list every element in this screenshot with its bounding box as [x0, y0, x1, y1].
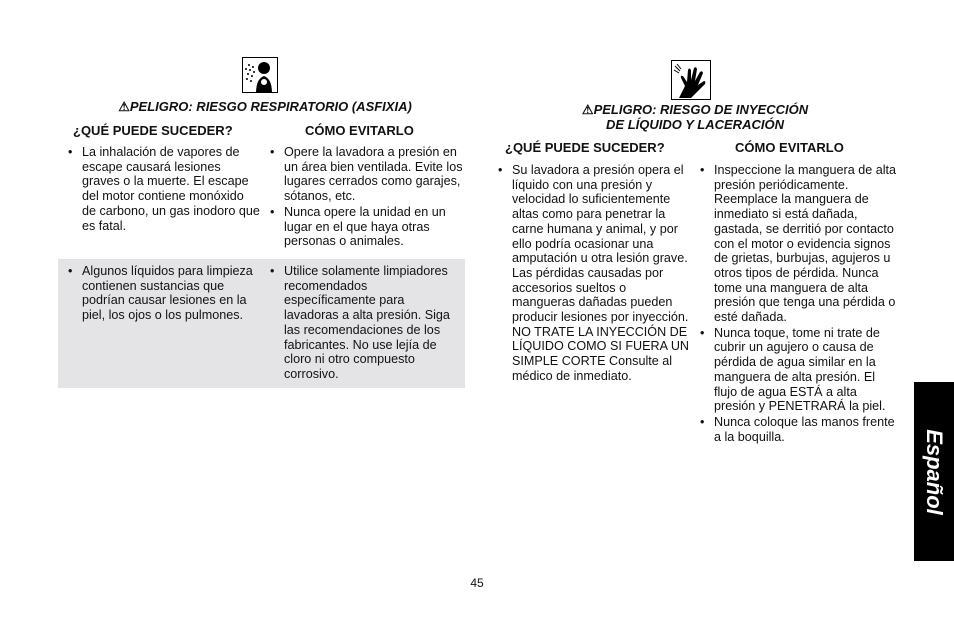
left-row1-col2-list	[270, 145, 468, 250]
injection-hazard-icon	[671, 60, 707, 96]
list-item: • Nunca toque, tome ni trate de cubrir un agujero o causa de pérdida de agua similar en la manguera de alta presión. El flujo de agua ESTÁ a alta presión y PENETRARÁ la piel.	[700, 326, 898, 414]
list-item: • Opere la lavadora a presión en un área bien ventilada. Evite los lugares cerrados como garajes, sótanos, etc.	[270, 145, 468, 204]
list-item: • Algunos líquidos para limpieza contienen sustancias que podrían causar lesiones en la piel, los ojos o los pulmones.	[68, 264, 262, 323]
left-row2-col1-list	[68, 264, 262, 324]
breathing-hazard-icon	[242, 57, 278, 93]
list-item: • La inhalación de vapores de escape causará lesiones graves o la muerte. El escape del motor contiene monóxido de carbono, un gas inodoro que es fatal.	[68, 145, 260, 233]
language-label: Español	[922, 428, 947, 515]
left-row1-col1-list	[68, 145, 260, 234]
list-item: • Nunca opere la unidad en un lugar en el que haya otras personas o animales.	[270, 205, 468, 249]
list-item: • Su lavadora a presión opera el líquido con una presión y velocidad lo suficientemente altas como para penetrar la carne humana y animal, y por ello podría ocasionar una amputación u otra lesión grave. Las pérdidas causadas por accesorios sueltos o mangueras dañadas pueden producir lesiones por inyección. NO TRATE LA INYECCIÓN DE LÍQUIDO COMO SI FUERA UN SIMPLE CORTE Consulte al médico de inmediato.	[498, 163, 692, 384]
left-section-title: ⚠PELIGRO: RIESGO RESPIRATORIO (ASFIXIA)	[118, 99, 412, 114]
right-col2-header: CÓMO EVITARLO	[735, 140, 844, 155]
list-item: • Inspeccione la manguera de alta presión periódicamente. Reemplace la manguera de inmediato si está dañada, gastada, se derritió por contacto con el motor o evidencia signos de grietas, burbujas, agujeros u otros tipos de pérdida. Nunca tome una manguera de alta presión que tenga una pérdida o esté dañada.	[700, 163, 898, 325]
page-number: 45	[470, 576, 484, 590]
right-col2-list	[700, 163, 898, 445]
left-row2-col2-list	[270, 264, 460, 383]
right-col1-list	[498, 163, 692, 385]
list-item: • Utilice solamente limpiadores recomendados específicamente para lavadoras a alta presión. Siga las recomendaciones de los fabricantes. No use lejía de cloro ni otro compuesto corrosivo.	[270, 264, 460, 382]
language-side-tab	[914, 382, 954, 561]
warning-icon: ⚠	[118, 99, 130, 114]
left-col1-header: ¿QUÉ PUEDE SUCEDER?	[73, 123, 233, 138]
list-item: • Nunca coloque las manos frente a la boquilla.	[700, 415, 898, 444]
right-section-title: ⚠PELIGRO: RIESGO DE INYECCIÓN DE LÍQUIDO Y LACERACIÓN	[581, 102, 809, 132]
right-col1-header: ¿QUÉ PUEDE SUCEDER?	[505, 140, 665, 155]
left-col2-header: CÓMO EVITARLO	[305, 123, 414, 138]
warning-icon: ⚠	[581, 102, 594, 117]
